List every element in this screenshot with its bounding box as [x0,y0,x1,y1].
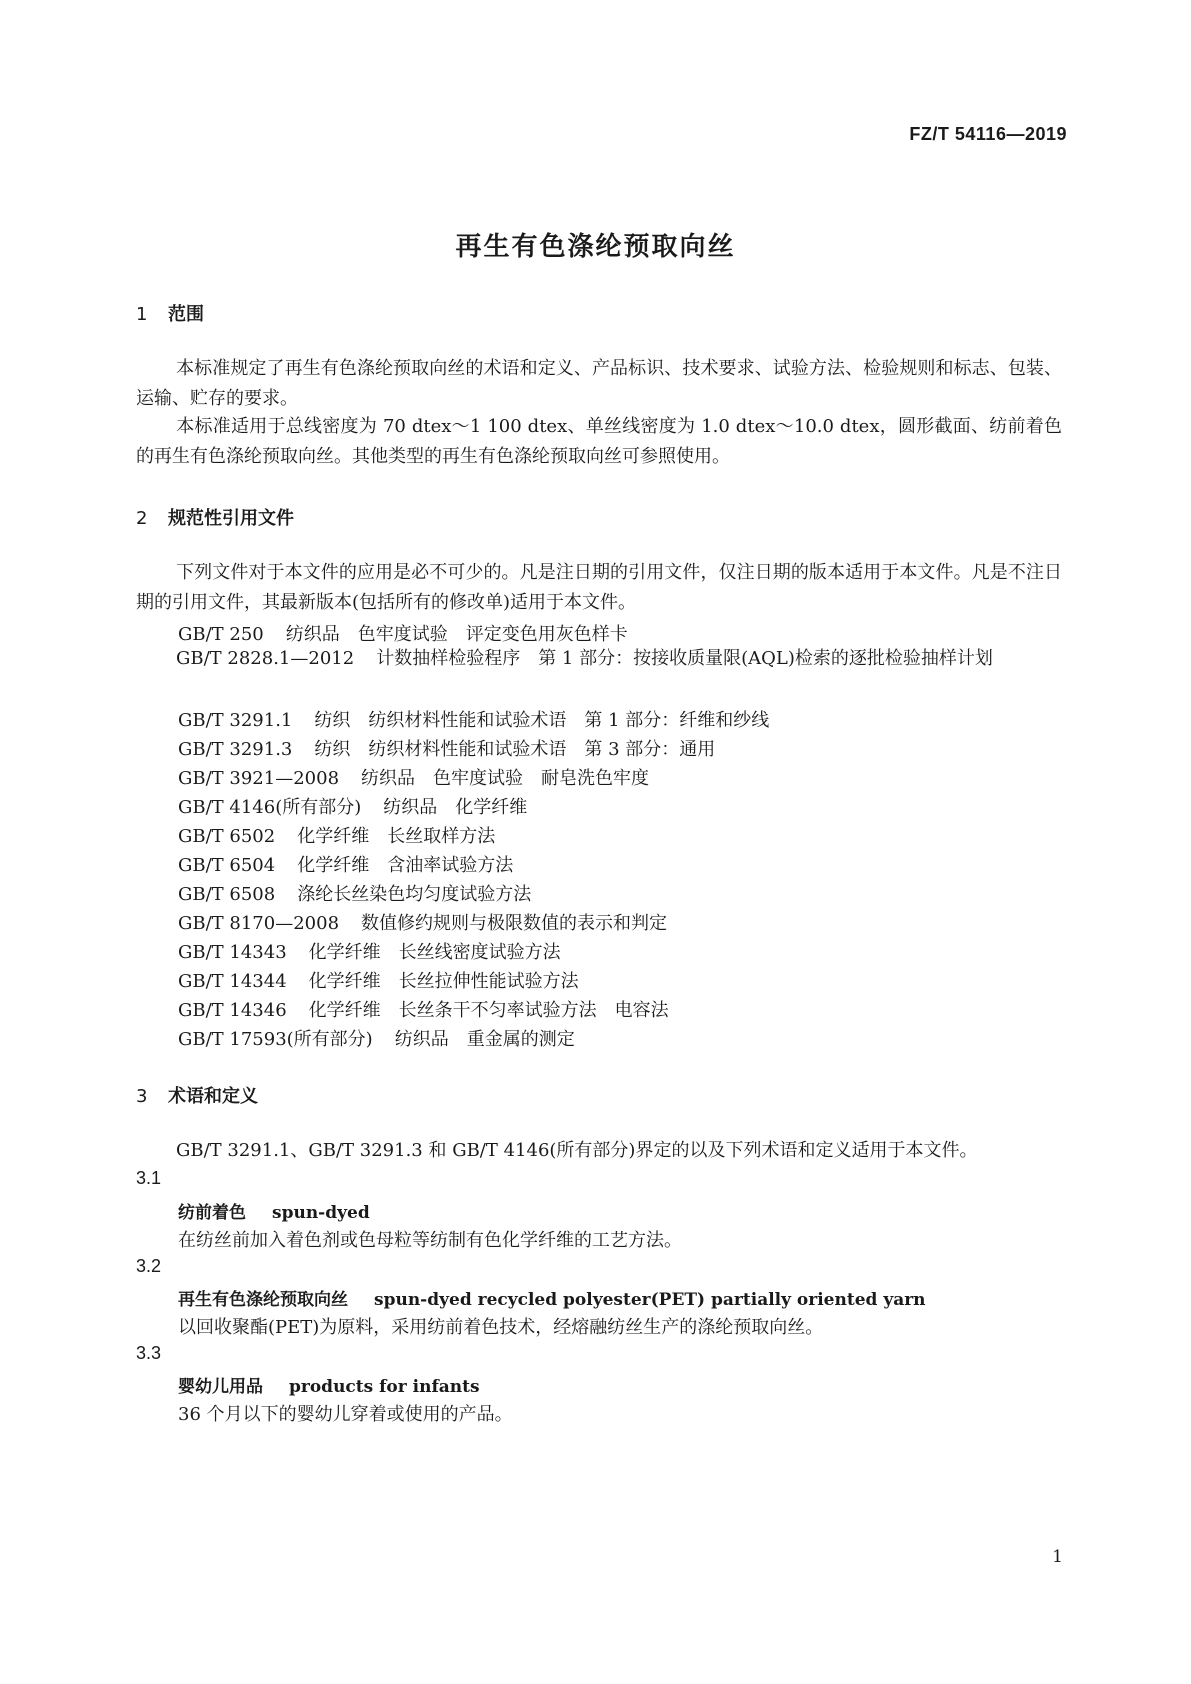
term-number: 3.1 [136,1168,162,1188]
term-name: 再生有色涤纶预取向丝 spun-dyed recycled polyester(PET) partially oriented yarn [178,1290,926,1310]
ref-item: GB/T 3291.1 纺织 纺织材料性能和试验术语 第 1 部分：纤维和纱线 [178,710,770,731]
section-title: 范围 [168,304,204,325]
ref-item: GB/T 6504 化学纤维 含油率试验方法 [178,855,514,876]
ref-item: GB/T 17593(所有部分) 纺织品 重金属的测定 [178,1029,575,1050]
ref-item: GB/T 250 纺织品 色牢度试验 评定变色用灰色样卡 [178,624,628,645]
term-definition: 在纺丝前加入着色剂或色母粒等纺制有色化学纤维的工艺方法。 [178,1230,682,1251]
section-1-heading [136,300,204,326]
ref-item: GB/T 8170—2008 数值修约规则与极限数值的表示和判定 [178,913,668,934]
term-definition: 36 个月以下的婴幼儿穿着或使用的产品。 [178,1404,513,1425]
term-definition: 以回收聚酯(PET)为原料，采用纺前着色技术，经熔融纺丝生产的涤纶预取向丝。 [178,1317,824,1338]
section-3-heading [136,1082,258,1108]
ref-item: GB/T 6502 化学纤维 长丝取样方法 [178,826,496,847]
section-number: 2 [136,508,148,529]
ref-item: GB/T 6508 涤纶长丝染色均匀度试验方法 [178,884,532,905]
ref-item: GB/T 14346 化学纤维 长丝条干不匀率试验方法 电容法 [178,1000,669,1021]
section-number: 1 [136,304,148,325]
term-name: 婴幼儿用品 products for infants [178,1377,480,1397]
section-2-heading [136,504,294,530]
ref-item: GB/T 14343 化学纤维 长丝线密度试验方法 [178,942,561,963]
refs-intro: 下列文件对于本文件的应用是必不可少的。凡是注日期的引用文件，仅注日期的版本适用于本文件。凡是不注日期的引用文件，其最新版本(包括所有的修改单)适用于本文件。 [136,562,1062,613]
ref-item: GB/T 14344 化学纤维 长丝拉伸性能试验方法 [178,971,579,992]
ref-item: GB/T 2828.1—2012 计数抽样检验程序 第 1 部分：按接收质量限(AQL)检索的逐批检验抽样计划 [176,648,993,669]
page-number: 1 [1052,1547,1063,1567]
section-number: 3 [136,1086,148,1107]
section-title: 规范性引用文件 [168,508,294,529]
terms-intro: GB/T 3291.1、GB/T 3291.3 和 GB/T 4146(所有部分)界定的以及下列术语和定义适用于本文件。 [176,1140,978,1161]
scope-paragraph-1: 本标准规定了再生有色涤纶预取向丝的术语和定义、产品标识、技术要求、试验方法、检验规则和标志、包装、运输、贮存的要求。 [136,358,1062,409]
standard-code: FZ/T 54116—2019 [909,124,1067,144]
ref-item: GB/T 4146(所有部分) 纺织品 化学纤维 [178,797,528,818]
ref-item: GB/T 3921—2008 纺织品 色牢度试验 耐皂洗色牢度 [178,768,650,789]
term-number: 3.2 [136,1256,162,1276]
term-number: 3.3 [136,1343,162,1363]
term-name: 纺前着色 spun-dyed [178,1203,370,1223]
document-title: 再生有色涤纶预取向丝 [455,232,736,262]
scope-paragraph-2: 本标准适用于总线密度为 70 dtex～1 100 dtex、单丝线密度为 1.0 dtex～10.0 dtex，圆形截面、纺前着色的再生有色涤纶预取向丝。其他类型的再生有色涤纶预取向丝可参照使用。 [136,416,1062,467]
ref-item: GB/T 3291.3 纺织 纺织材料性能和试验术语 第 3 部分：通用 [178,739,716,760]
section-title: 术语和定义 [168,1086,258,1107]
